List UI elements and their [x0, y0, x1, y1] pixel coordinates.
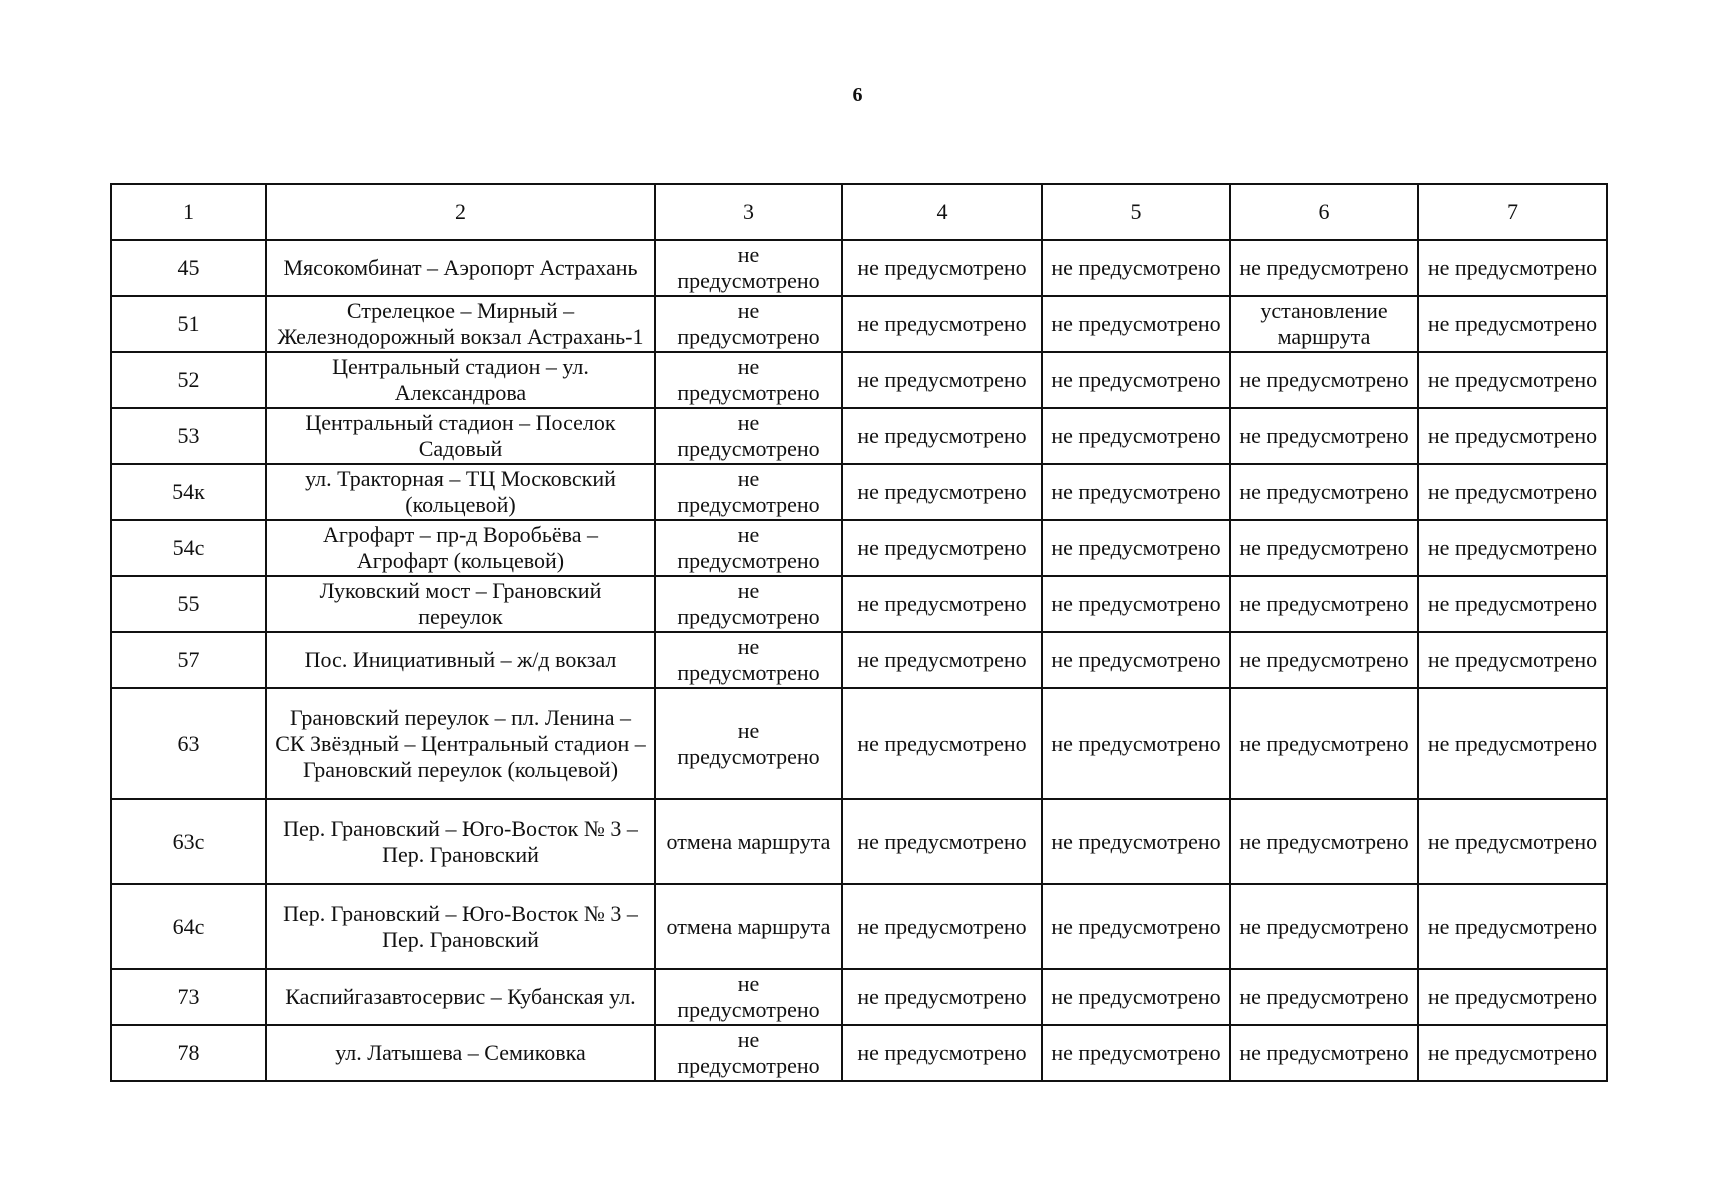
col-header-5: 5: [1042, 184, 1230, 240]
cell-col7: не предусмотрено: [1418, 1025, 1607, 1081]
cell-col6: не предусмотрено: [1230, 408, 1418, 464]
cell-col5: не предусмотрено: [1042, 296, 1230, 352]
col-header-3: 3: [655, 184, 842, 240]
route-number: 52: [111, 352, 266, 408]
cell-col7: не предусмотрено: [1418, 240, 1607, 296]
cell-col4: не предусмотрено: [842, 969, 1042, 1025]
cell-col7: не предусмотрено: [1418, 352, 1607, 408]
cell-col5: не предусмотрено: [1042, 1025, 1230, 1081]
cell-col3: отмена маршрута: [655, 884, 842, 969]
route-number: 53: [111, 408, 266, 464]
cell-col5: не предусмотрено: [1042, 632, 1230, 688]
cell-col4: не предусмотрено: [842, 884, 1042, 969]
route-name: Пос. Инициативный – ж/д вокзал: [266, 632, 655, 688]
table-row: [111, 408, 1607, 464]
cell-col3: не предусмотрено: [655, 688, 842, 799]
cell-col7: не предусмотрено: [1418, 520, 1607, 576]
cell-col4: не предусмотрено: [842, 296, 1042, 352]
col-header-2: 2: [266, 184, 655, 240]
cell-col5: не предусмотрено: [1042, 520, 1230, 576]
cell-col7: не предусмотрено: [1418, 576, 1607, 632]
cell-col3: не предусмотрено: [655, 240, 842, 296]
cell-col5: не предусмотрено: [1042, 799, 1230, 884]
cell-col4: не предусмотрено: [842, 464, 1042, 520]
col-header-7: 7: [1418, 184, 1607, 240]
cell-col3: не предусмотрено: [655, 352, 842, 408]
cell-col3: не предусмотрено: [655, 576, 842, 632]
route-name: Мясокомбинат – Аэропорт Астрахань: [266, 240, 655, 296]
cell-col6: не предусмотрено: [1230, 464, 1418, 520]
route-number: 63: [111, 688, 266, 799]
cell-col4: не предусмотрено: [842, 240, 1042, 296]
route-name: Стрелецкое – Мирный – Железнодорожный вокзал Астрахань-1: [266, 296, 655, 352]
cell-col7: не предусмотрено: [1418, 688, 1607, 799]
cell-col3: не предусмотрено: [655, 969, 842, 1025]
cell-col6: не предусмотрено: [1230, 520, 1418, 576]
cell-col4: не предусмотрено: [842, 688, 1042, 799]
cell-col4: не предусмотрено: [842, 799, 1042, 884]
route-number: 55: [111, 576, 266, 632]
table-row: [111, 240, 1607, 296]
cell-col6: не предусмотрено: [1230, 1025, 1418, 1081]
route-number: 54с: [111, 520, 266, 576]
page-number: 6: [852, 84, 863, 106]
cell-col3: не предусмотрено: [655, 464, 842, 520]
table-row: [111, 688, 1607, 799]
cell-col5: не предусмотрено: [1042, 884, 1230, 969]
cell-col4: не предусмотрено: [842, 576, 1042, 632]
route-number: 45: [111, 240, 266, 296]
col-header-6: 6: [1230, 184, 1418, 240]
route-name: Грановский переулок – пл. Ленина – СК Звёздный – Центральный стадион – Грановский переулок (кольцевой): [266, 688, 655, 799]
cell-col7: не предусмотрено: [1418, 464, 1607, 520]
cell-col6: не предусмотрено: [1230, 688, 1418, 799]
cell-col4: не предусмотрено: [842, 520, 1042, 576]
cell-col3: отмена маршрута: [655, 799, 842, 884]
routes-table: [110, 183, 1608, 1082]
cell-col4: не предусмотрено: [842, 352, 1042, 408]
table-row: [111, 352, 1607, 408]
cell-col3: не предусмотрено: [655, 632, 842, 688]
cell-col5: не предусмотрено: [1042, 688, 1230, 799]
cell-col5: не предусмотрено: [1042, 408, 1230, 464]
route-name: Пер. Грановский – Юго-Восток № 3 – Пер. Грановский: [266, 799, 655, 884]
route-number: 73: [111, 969, 266, 1025]
route-name: ул. Латышева – Семиковка: [266, 1025, 655, 1081]
route-name: Центральный стадион – ул. Александрова: [266, 352, 655, 408]
cell-col5: не предусмотрено: [1042, 352, 1230, 408]
cell-col7: не предусмотрено: [1418, 632, 1607, 688]
cell-col3: не предусмотрено: [655, 520, 842, 576]
col-header-1: 1: [111, 184, 266, 240]
cell-col5: не предусмотрено: [1042, 969, 1230, 1025]
route-number: 64с: [111, 884, 266, 969]
cell-col4: не предусмотрено: [842, 1025, 1042, 1081]
table-row: [111, 576, 1607, 632]
route-number: 51: [111, 296, 266, 352]
table-row: [111, 632, 1607, 688]
table-row: [111, 1025, 1607, 1081]
table-row: [111, 799, 1607, 884]
cell-col3: не предусмотрено: [655, 408, 842, 464]
cell-col7: не предусмотрено: [1418, 884, 1607, 969]
cell-col6: не предусмотрено: [1230, 576, 1418, 632]
col-header-4: 4: [842, 184, 1042, 240]
cell-col6: не предусмотрено: [1230, 884, 1418, 969]
table-row: [111, 969, 1607, 1025]
cell-col7: не предусмотрено: [1418, 969, 1607, 1025]
cell-col6: не предусмотрено: [1230, 799, 1418, 884]
cell-col6: установление маршрута: [1230, 296, 1418, 352]
route-name: Агрофарт – пр-д Воробьёва – Агрофарт (кольцевой): [266, 520, 655, 576]
cell-col7: не предусмотрено: [1418, 799, 1607, 884]
cell-col7: не предусмотрено: [1418, 296, 1607, 352]
cell-col4: не предусмотрено: [842, 408, 1042, 464]
cell-col7: не предусмотрено: [1418, 408, 1607, 464]
cell-col6: не предусмотрено: [1230, 632, 1418, 688]
cell-col5: не предусмотрено: [1042, 576, 1230, 632]
cell-col6: не предусмотрено: [1230, 240, 1418, 296]
table-row: [111, 464, 1607, 520]
cell-col6: не предусмотрено: [1230, 352, 1418, 408]
table-row: [111, 296, 1607, 352]
table-row: [111, 884, 1607, 969]
route-name: Центральный стадион – Поселок Садовый: [266, 408, 655, 464]
route-number: 57: [111, 632, 266, 688]
route-name: ул. Тракторная – ТЦ Московский (кольцевой): [266, 464, 655, 520]
route-name: Луковский мост – Грановский переулок: [266, 576, 655, 632]
cell-col3: не предусмотрено: [655, 296, 842, 352]
cell-col3: не предусмотрено: [655, 1025, 842, 1081]
header-row: [111, 184, 1607, 240]
route-name: Каспийгазавтосервис – Кубанская ул.: [266, 969, 655, 1025]
route-name: Пер. Грановский – Юго-Восток № 3 – Пер. Грановский: [266, 884, 655, 969]
cell-col5: не предусмотрено: [1042, 464, 1230, 520]
route-number: 63с: [111, 799, 266, 884]
cell-col4: не предусмотрено: [842, 632, 1042, 688]
cell-col5: не предусмотрено: [1042, 240, 1230, 296]
route-number: 78: [111, 1025, 266, 1081]
route-number: 54к: [111, 464, 266, 520]
table-row: [111, 520, 1607, 576]
cell-col6: не предусмотрено: [1230, 969, 1418, 1025]
